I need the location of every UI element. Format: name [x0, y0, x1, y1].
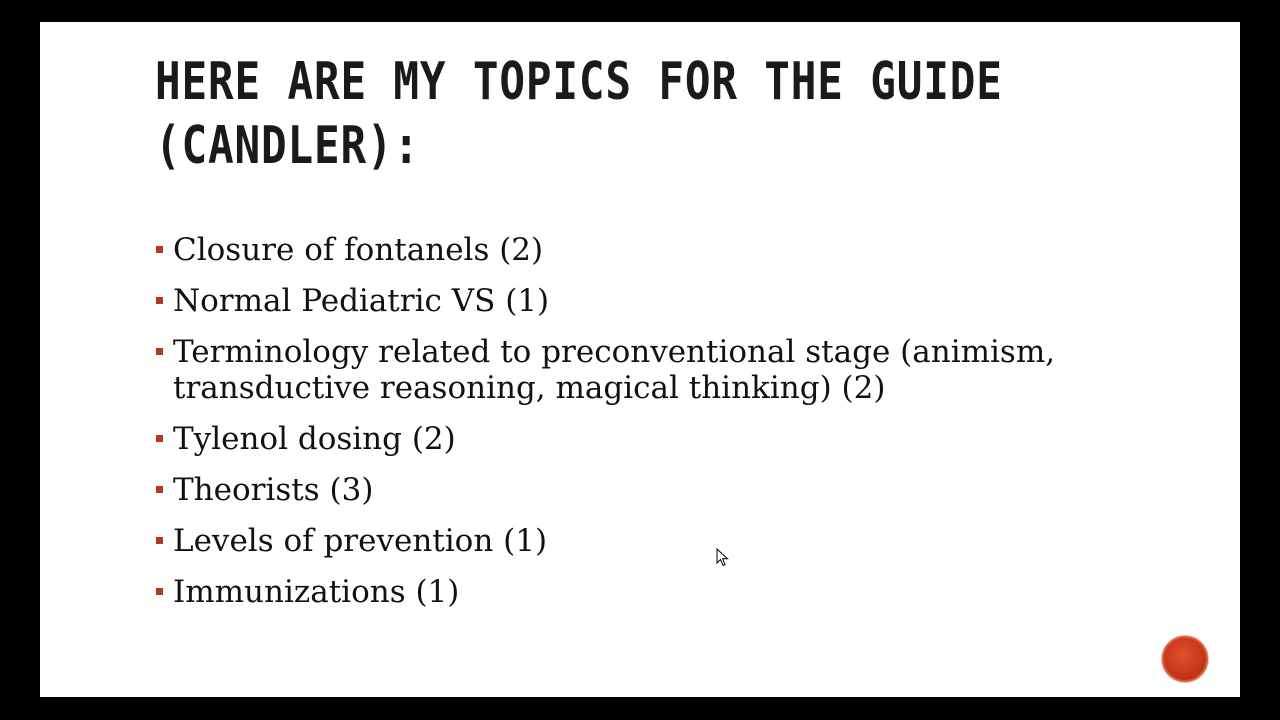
square-bullet-icon [156, 435, 163, 442]
topic-item-text: Closure of fontanels (2) [173, 232, 544, 268]
slide [40, 22, 1240, 697]
topic-item-text: Tylenol dosing (2) [173, 421, 456, 457]
topic-item-text: Immunizations (1) [173, 574, 460, 610]
square-bullet-icon [156, 537, 163, 544]
mouse-pointer-icon [716, 548, 730, 568]
slide-title [155, 50, 1003, 178]
topic-list [156, 232, 1176, 625]
topic-item [156, 232, 1176, 268]
circle-nav-button-icon[interactable] [1162, 636, 1208, 682]
slide-title-line-2: (CANDLER): [155, 116, 420, 176]
topic-item-text: Theorists (3) [173, 472, 374, 508]
topic-item [156, 283, 1176, 319]
square-bullet-icon [156, 246, 163, 253]
square-bullet-icon [156, 588, 163, 595]
topic-item [156, 523, 1176, 559]
topic-item [156, 421, 1176, 457]
square-bullet-icon [156, 297, 163, 304]
slide-title-line-1: HERE ARE MY TOPICS FOR THE GUIDE [155, 52, 1003, 112]
square-bullet-icon [156, 348, 163, 355]
topic-item-text: Terminology related to preconventional stage (animism, transductive reasoning, magical thinking) (2) [173, 334, 1056, 406]
square-bullet-icon [156, 486, 163, 493]
topic-item [156, 574, 1176, 610]
topic-item-text: Levels of prevention (1) [173, 523, 548, 559]
topic-item [156, 334, 1176, 406]
topic-item-text: Normal Pediatric VS (1) [173, 283, 550, 319]
topic-item [156, 472, 1176, 508]
